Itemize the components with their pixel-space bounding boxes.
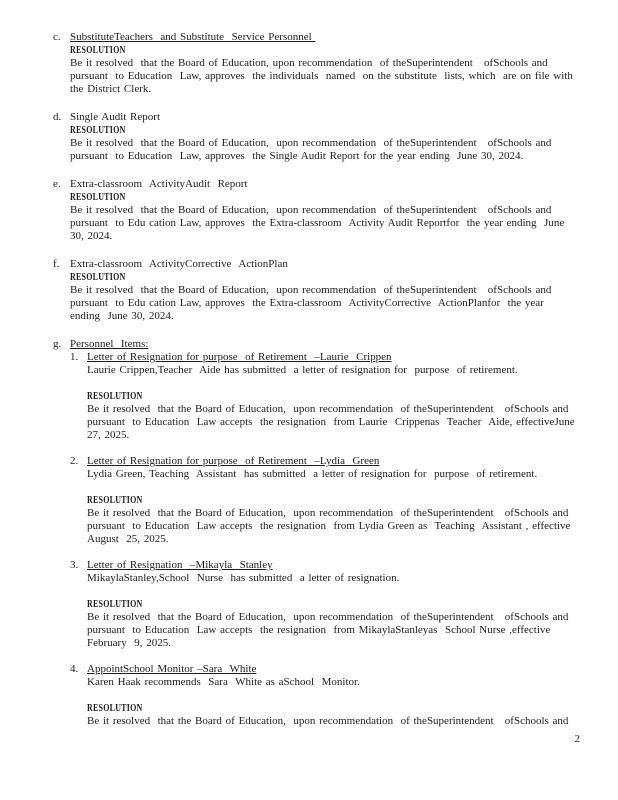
resolution-block <box>87 702 580 728</box>
item-title: Extra-classroom ActivityAudit Report <box>70 178 248 190</box>
item-marker: g. <box>53 338 62 350</box>
body-line: February 9, 2025. <box>87 637 171 649</box>
sub-item-title: Letter of Resignation for purpose of Retirement –Laurie Crippen <box>87 351 392 363</box>
personnel-item-2 <box>70 455 580 546</box>
resolution-label: RESOLUTION <box>87 391 143 402</box>
sub-item-number: 3. <box>70 559 79 571</box>
sub-item-content <box>87 663 580 728</box>
sub-item-description: Laurie Crippen,Teacher Aide has submitted a letter of resignation for purpose of retirement. <box>87 364 518 376</box>
resolution-label: RESOLUTION <box>70 45 126 56</box>
resolution-label: RESOLUTION <box>87 599 143 610</box>
body-line: pursuant to Education Law accepts the resignation from Lydia Green as Teaching Assistant , effective <box>87 520 571 532</box>
item-content <box>70 31 580 96</box>
body-line: August 25, 2025. <box>87 533 169 545</box>
agenda-item-g <box>53 338 580 728</box>
resolution-block <box>87 598 580 650</box>
agenda-item-f <box>53 258 580 323</box>
body-line: Be it resolved that the Board of Education, upon recommendation of theSuperintendent ofSchools and <box>70 204 552 216</box>
body-line: pursuant to Education Law, approves the Single Audit Report for the year ending June 30, 2024. <box>70 150 524 162</box>
body-line: pursuant to Edu cation Law, approves the Extra-classroom Activity Audit Reportfor the year ending June <box>70 217 565 229</box>
resolution-label: RESOLUTION <box>70 272 126 283</box>
agenda-item-d <box>53 111 580 163</box>
resolution-label: RESOLUTION <box>70 125 126 136</box>
body-line: Be it resolved that the Board of Education, upon recommendation of theSuperintendent ofSchools and <box>70 57 548 69</box>
body-line: Be it resolved that the Board of Education, upon recommendation of theSuperintendent ofSchools and <box>87 403 569 415</box>
body-line: Be it resolved that the Board of Education, upon recommendation of theSuperintendent ofSchools and <box>87 715 569 727</box>
body-line: 27, 2025. <box>87 429 130 441</box>
resolution-block <box>87 390 580 442</box>
sub-item-content <box>87 455 580 546</box>
sub-item-content <box>87 351 580 442</box>
body-line: Be it resolved that the Board of Education, upon recommendation of theSuperintendent ofSchools and <box>87 507 569 519</box>
personnel-item-3 <box>70 559 580 650</box>
body-line: Be it resolved that the Board of Education, upon recommendation of theSuperintendent ofSchools and <box>87 611 569 623</box>
item-title: Personnel Items: <box>70 338 149 350</box>
body-line: pursuant to Education Law accepts the resignation from MikaylaStanleyas School Nurse ,effective <box>87 624 551 636</box>
item-content <box>70 338 580 728</box>
resolution-block <box>87 494 580 546</box>
resolution-label: RESOLUTION <box>70 192 126 203</box>
sub-item-number: 2. <box>70 455 79 467</box>
agenda-item-c <box>53 31 580 96</box>
sub-item-title: AppointSchool Monitor –Sara White <box>87 663 257 675</box>
sub-item-number: 4. <box>70 663 79 675</box>
sub-item-title: Letter of Resignation for purpose of Retirement –Lydia Green <box>87 455 380 467</box>
body-line: pursuant to Education Law accepts the resignation from Laurie Crippenas Teacher Aide, effectiveJune <box>87 416 575 428</box>
sub-item-title: Letter of Resignation –Mikayla Stanley <box>87 559 273 571</box>
body-line: 30, 2024. <box>70 230 113 242</box>
item-marker: e. <box>53 178 61 190</box>
personnel-item-4 <box>70 663 580 728</box>
body-line: pursuant to Education Law, approves the individuals named on the substitute lists, which are on file with <box>70 70 573 82</box>
item-marker: f. <box>53 258 60 270</box>
body-line: Be it resolved that the Board of Education, upon recommendation of theSuperintendent ofSchools and <box>70 284 552 296</box>
item-marker: d. <box>53 111 62 123</box>
resolution-label: RESOLUTION <box>87 495 143 506</box>
personnel-item-1 <box>70 351 580 442</box>
item-title: Extra-classroom ActivityCorrective ActionPlan <box>70 258 288 270</box>
sub-item-content <box>87 559 580 650</box>
sub-item-description: MikaylaStanley,School Nurse has submitted a letter of resignation. <box>87 572 400 584</box>
body-line: the District Clerk. <box>70 83 152 95</box>
body-line: pursuant to Edu cation Law, approves the Extra-classroom ActivityCorrective ActionPlanfor the year <box>70 297 544 309</box>
sub-item-description: Lydia Green, Teaching Assistant has submitted a letter of resignation for purpose of retirement. <box>87 468 538 480</box>
item-title: Single Audit Report <box>70 111 160 123</box>
item-marker: c. <box>53 31 61 43</box>
item-content <box>70 111 580 163</box>
body-line: Be it resolved that the Board of Education, upon recommendation of theSuperintendent ofSchools and <box>70 137 552 149</box>
item-content <box>70 258 580 323</box>
agenda-item-e <box>53 178 580 243</box>
item-content <box>70 178 580 243</box>
sub-item-description: Karen Haak recommends Sara White as aSchool Monitor. <box>87 676 360 688</box>
page-number: 2 <box>574 733 580 745</box>
body-line: ending June 30, 2024. <box>70 310 174 322</box>
item-title: SubstituteTeachers and Substitute Service Personnel <box>70 31 316 43</box>
resolution-label: RESOLUTION <box>87 703 143 714</box>
sub-item-number: 1. <box>70 351 79 363</box>
